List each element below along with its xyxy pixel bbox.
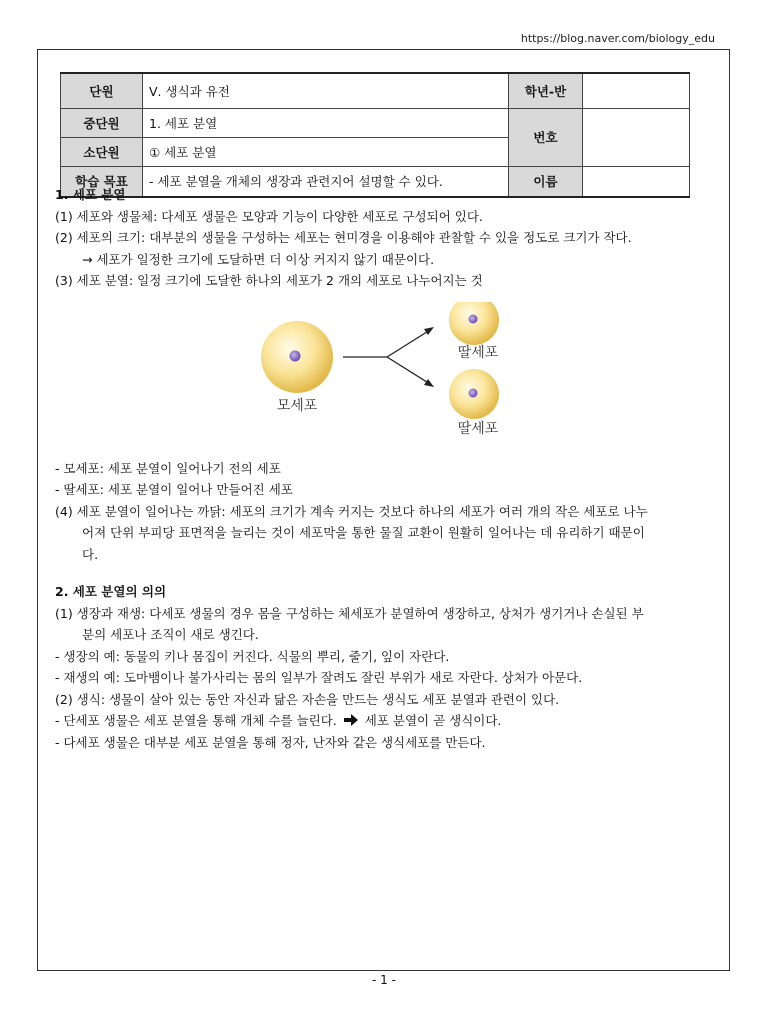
section2-item1: (1) 생장과 재생: 다세포 생물의 경우 몸을 구성하는 체세포가 분열하여 생장하고, 상처가 생기거나 손실된 부: [55, 605, 644, 621]
section2-item1-cont: 분의 세포나 조직이 새로 생긴다.: [82, 627, 259, 642]
section1-item4: (4) 세포 분열이 일어나는 까닭: 세포의 크기가 계속 커지는 것보다 하나의 세포가 여러 개의 작은 세포로 나누: [55, 503, 648, 519]
division-arrow: [343, 327, 434, 387]
unicellular-reproduction: [55, 710, 715, 732]
name-label: 이름: [509, 166, 583, 197]
section1-item3: (3) 세포 분열: 일정 크기에 도달한 하나의 세포가 2 개의 세포로 나누어지는 것: [55, 273, 483, 288]
section1-item1: (1) 세포와 생물체: 다세포 생물은 모양과 기능이 다양한 세포로 구성되어 있다.: [55, 208, 483, 224]
unicellular-conclusion: 세포 분열이 곧 생식이다.: [364, 713, 502, 728]
section1-item4-cont: 어져 단위 부피당 표면적을 늘리는 것이 세포막을 통한 물질 교환이 원활히 일어나는 데 유리하기 때문이: [82, 525, 645, 540]
goal-value: - 세포 분열을 개체의 생장과 관련지어 설명할 수 있다.: [143, 166, 509, 197]
mid-unit-value: 1. 세포 분열: [143, 108, 509, 137]
number-label: 번호: [509, 108, 583, 166]
cell-division-diagram: [260, 302, 520, 448]
daughter-cell-2: [449, 369, 499, 419]
grade-label: 학년-반: [509, 73, 583, 108]
number-field[interactable]: [583, 108, 690, 166]
section2-title: 2. 세포 분열의 의의: [55, 584, 167, 599]
unit-value: Ⅴ. 생식과 유전: [143, 73, 509, 108]
goal-label: 학습 목표: [61, 166, 143, 197]
daughter-cell-1: [449, 302, 499, 345]
arrow-right-icon: [344, 714, 358, 726]
source-url: https://blog.naver.com/biology_edu: [520, 32, 715, 45]
section1-item4-end: 다.: [82, 546, 99, 562]
section1-item2-note: → 세포가 일정한 크기에 도달하면 더 이상 커지지 않기 때문이다.: [82, 251, 435, 267]
mother-cell-definition: - 모세포: 세포 분열이 일어나기 전의 세포: [55, 460, 281, 476]
mid-unit-label: 중단원: [61, 108, 143, 137]
page-number: - 1 -: [372, 973, 396, 987]
regeneration-example: - 재생의 예: 도마뱀이나 불가사리는 몸의 일부가 잘려도 잘린 부위가 새로 자란다. 상처가 아문다.: [55, 670, 583, 685]
daughter-cell-1-label: 딸세포: [457, 344, 499, 361]
section1-item2: (2) 세포의 크기: 대부분의 생물을 구성하는 세포는 현미경을 이용해야 관찰할 수 있을 정도로 크기가 작다.: [55, 230, 632, 245]
lesson-info-table: [60, 72, 690, 198]
grade-field[interactable]: [583, 73, 690, 108]
worksheet-content: [55, 184, 715, 753]
sub-unit-value: ① 세포 분열: [143, 137, 509, 166]
daughter-cell-definition: - 딸세포: 세포 분열이 일어나 만들어진 세포: [55, 482, 293, 497]
section2-item2: (2) 생식: 생물이 살아 있는 동안 자신과 닮은 자손을 만드는 생식도 세포 분열과 관련이 있다.: [55, 691, 560, 707]
unicellular-text: - 단세포 생물은 세포 분열을 통해 개체 수를 늘린다.: [55, 713, 337, 728]
unit-label: 단원: [61, 73, 143, 108]
mother-cell: [261, 321, 333, 393]
sub-unit-label: 소단원: [61, 137, 143, 166]
multicellular-reproduction: - 다세포 생물은 대부분 세포 분열을 통해 정자, 난자와 같은 생식세포를 만든다.: [55, 734, 486, 750]
daughter-cell-2-label: 딸세포: [457, 420, 499, 437]
section1-title: 1. 세포 분열: [55, 187, 126, 202]
growth-example: - 생장의 예: 동물의 키나 몸집이 커진다. 식물의 뿌리, 줄기, 잎이 자란다.: [55, 648, 450, 664]
mother-cell-label: 모세포: [276, 397, 318, 414]
